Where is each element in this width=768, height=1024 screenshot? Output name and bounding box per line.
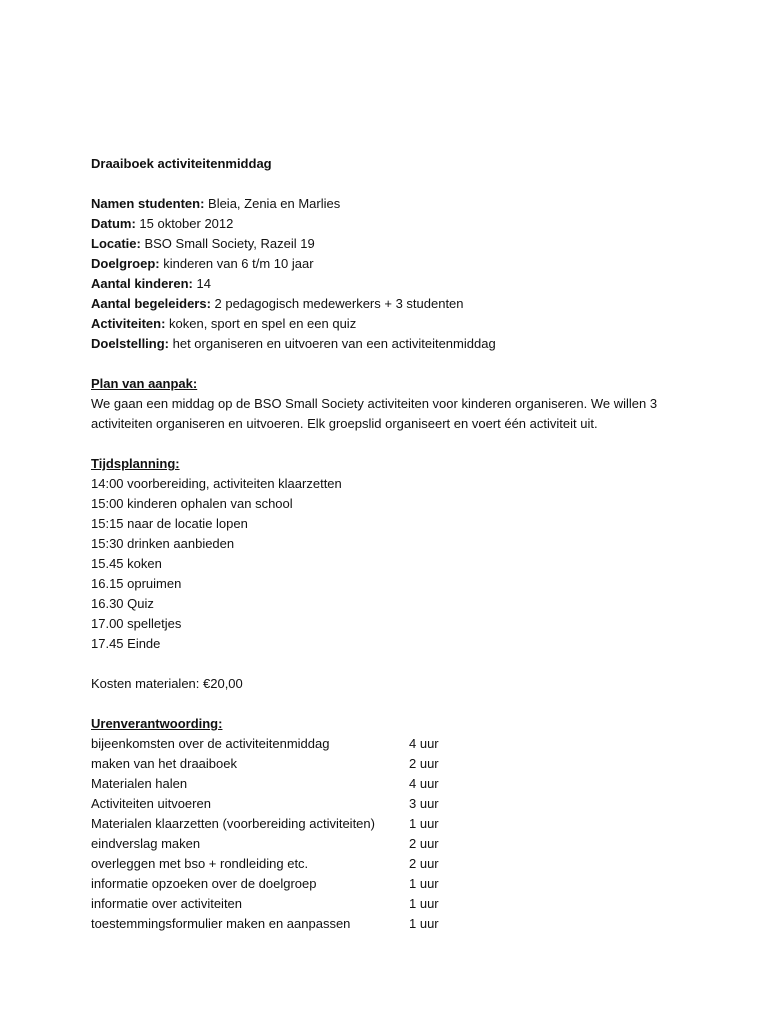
info-label: Doelstelling: <box>91 336 170 351</box>
info-label: Doelgroep: <box>91 256 160 271</box>
spacer <box>91 174 681 194</box>
schedule-item: 17.00 spelletjes <box>91 616 182 631</box>
hours-row <box>91 854 681 874</box>
info-row-students <box>91 194 681 214</box>
hours-row <box>91 774 681 794</box>
schedule-item: 15:15 naar de locatie lopen <box>91 516 248 531</box>
hours-row <box>91 734 681 754</box>
spacer <box>91 434 681 454</box>
hours-task: bijeenkomsten over de activiteitenmiddag <box>91 736 330 751</box>
hours-task: informatie opzoeken over de doelgroep <box>91 876 317 891</box>
plan-heading: Plan van aanpak: <box>91 376 198 391</box>
info-value: kinderen van 6 t/m 10 jaar <box>159 256 314 271</box>
spacer <box>91 654 681 674</box>
hours-value: 2 uur <box>409 856 439 871</box>
schedule-item: 16.15 opruimen <box>91 576 182 591</box>
schedule-item: 14:00 voorbereiding, activiteiten klaarzetten <box>91 476 342 491</box>
info-block <box>91 194 681 354</box>
info-row-children <box>91 274 681 294</box>
hours-value: 4 uur <box>409 776 439 791</box>
info-value: koken, sport en spel en een quiz <box>165 316 357 331</box>
info-label: Locatie: <box>91 236 141 251</box>
hours-value: 2 uur <box>409 836 439 851</box>
info-label: Activiteiten: <box>91 316 166 331</box>
info-row-location <box>91 234 681 254</box>
hours-row <box>91 874 681 894</box>
info-label: Aantal kinderen: <box>91 276 193 291</box>
info-label: Datum: <box>91 216 136 231</box>
info-value: het organiseren en uitvoeren van een activiteitenmiddag <box>169 336 496 351</box>
info-label: Namen studenten: <box>91 196 205 211</box>
hours-task: Materialen halen <box>91 776 188 791</box>
hours-value: 1 uur <box>409 896 439 911</box>
hours-row <box>91 814 681 834</box>
info-row-supervisors <box>91 294 681 314</box>
hours-row <box>91 894 681 914</box>
info-value: 15 oktober 2012 <box>135 216 234 231</box>
spacer <box>91 694 681 714</box>
hours-row <box>91 914 681 934</box>
hours-value: 4 uur <box>409 736 439 751</box>
info-value: BSO Small Society, Razeil 19 <box>140 236 315 251</box>
hours-task: maken van het draaiboek <box>91 756 237 771</box>
info-row-target-group <box>91 254 681 274</box>
hours-task: informatie over activiteiten <box>91 896 243 911</box>
spacer <box>91 354 681 374</box>
hours-row <box>91 754 681 774</box>
schedule-heading: Tijdsplanning: <box>91 456 180 471</box>
document-page <box>91 154 681 934</box>
info-value: 2 pedagogisch medewerkers + 3 studenten <box>210 296 464 311</box>
hours-task: Activiteiten uitvoeren <box>91 796 211 811</box>
info-row-goal <box>91 334 681 354</box>
hours-value: 2 uur <box>409 756 439 771</box>
hours-value: 1 uur <box>409 876 439 891</box>
hours-row <box>91 834 681 854</box>
schedule-item: 17.45 Einde <box>91 636 161 651</box>
info-value: 14 <box>192 276 211 291</box>
hours-value: 1 uur <box>409 916 439 931</box>
schedule-item: 15:30 drinken aanbieden <box>91 536 235 551</box>
document-title: Draaiboek activiteitenmiddag <box>91 156 272 171</box>
hours-task: eindverslag maken <box>91 836 201 851</box>
hours-value: 3 uur <box>409 796 439 811</box>
schedule-list <box>91 474 681 654</box>
plan-text: We gaan een middag op de BSO Small Society activiteiten voor kinderen organiseren. We willen 3 activiteiten organiseren en uitvoeren. Elk groepslid organiseert en voert één activiteit uit. <box>91 396 658 431</box>
info-value: Bleia, Zenia en Marlies <box>204 196 341 211</box>
schedule-item: 15.45 koken <box>91 556 162 571</box>
hours-value: 1 uur <box>409 816 439 831</box>
hours-heading: Urenverantwoording: <box>91 716 223 731</box>
info-row-activities <box>91 314 681 334</box>
hours-task: Materialen klaarzetten (voorbereiding activiteiten) <box>91 816 375 831</box>
hours-row <box>91 794 681 814</box>
hours-task: overleggen met bso + rondleiding etc. <box>91 856 309 871</box>
material-costs: Kosten materialen: €20,00 <box>91 676 243 691</box>
schedule-item: 15:00 kinderen ophalen van school <box>91 496 293 511</box>
hours-table <box>91 734 681 934</box>
info-row-date <box>91 214 681 234</box>
schedule-item: 16.30 Quiz <box>91 596 154 611</box>
info-label: Aantal begeleiders: <box>91 296 211 311</box>
hours-task: toestemmingsformulier maken en aanpassen <box>91 916 351 931</box>
